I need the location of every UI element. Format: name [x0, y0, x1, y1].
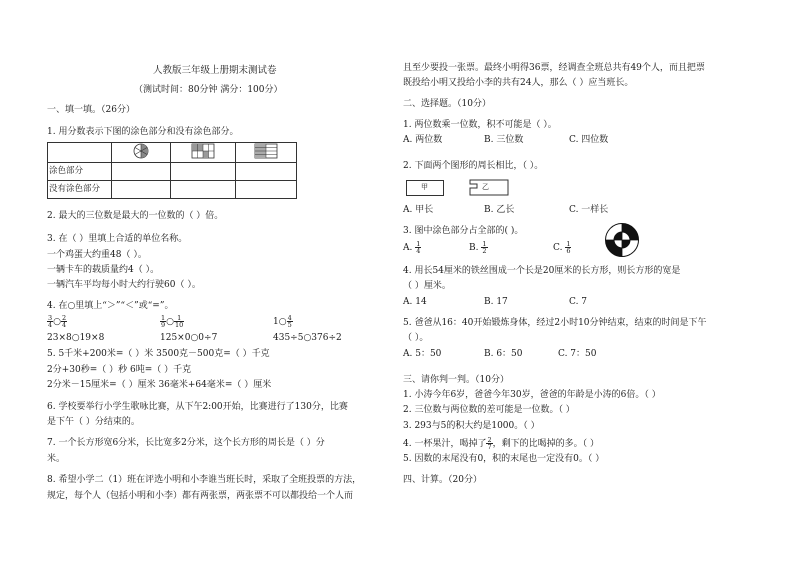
choice-4-option-b: B. 17	[484, 297, 508, 307]
choice-3-option-a: A. $\frac{1}{4}$	[403, 240, 421, 255]
question-4-line2b: 125×0○0÷7	[160, 333, 218, 343]
choice-2-option-c: C. 一样长	[569, 205, 609, 215]
question-2: 2. 最大的三位数是最大的一位数的（ ）倍。	[47, 211, 224, 221]
table-header-empty	[48, 143, 112, 163]
question-5b: 2分+30秒=（ ）秒 6吨=（ ）千克	[47, 365, 192, 375]
question-8-continued-1: 且至少要投一张票。最终小明得36票，经调查全班总共有49个人，而且把票	[403, 63, 705, 73]
question-4-line2a: 23×8○19×8	[47, 333, 105, 343]
choice-question-3: 3. 图中涂色部分占全部的( )。	[403, 226, 524, 236]
judge-question-4: 4. 一杯果汁，喝掉了 $\frac{2}{7}$ ，剩下的比喝掉的多。（ ）	[403, 436, 599, 451]
choice-4-option-c: C. 7	[569, 297, 588, 307]
judge-question-2: 2. 三位数与两位数的差可能是一位数。（ ）	[403, 405, 575, 415]
question-8-continued-2: 既投给小明又投给小李的共有24人，那么（ ）应当班长。	[403, 78, 634, 88]
choice-5-option-a: A. 5：50	[403, 349, 442, 359]
choice-2-option-a: A. 甲长	[403, 205, 434, 215]
table-figure-cell	[171, 143, 236, 163]
shape-yi-outline	[469, 179, 509, 196]
choice-5-option-b: B. 6：50	[484, 349, 523, 359]
choice-question-5b: （ ）。	[403, 333, 429, 343]
table-row-label: 没有涂色部分	[48, 180, 112, 198]
choice-5-option-c: C. 7：50	[558, 349, 597, 359]
question-5c: 2分米－15厘米=（ ）厘米 36毫米+64毫米=（ ）厘米	[47, 380, 272, 390]
question-8b: 规定，每个人（包括小明和小李）都有两张票，两张票不可以都投给一个人而	[47, 491, 354, 501]
section-1-heading: 一、填一填。（26分）	[47, 105, 135, 115]
choice-question-2: 2. 下面两个图形的周长相比，（ ）。	[403, 161, 544, 171]
question-8a: 8. 希望小学二（1）班在评选小明和小李谁当班长时，采取了全班投票的方法，	[47, 475, 362, 485]
choice-3-option-b: B. $\frac{1}{2}$	[469, 240, 487, 255]
choice-question-1: 1. 两位数乘一位数，积不可能是（ ）。	[403, 120, 557, 130]
section-4-heading: 四、计算。（20分）	[403, 475, 482, 485]
target-circle-figure-icon	[604, 222, 640, 258]
choice-question-4a: 4. 用长54厘米的铁丝围成一个长是20厘米的长方形，则长方形的宽是	[403, 266, 681, 276]
question-3c: 一辆汽车平均每小时大约行驶60（ ）。	[47, 280, 201, 290]
grid-figure-icon	[191, 143, 215, 159]
choice-1-option-a: A. 两位数	[403, 135, 443, 145]
choice-question-4b: （ ）厘米。	[403, 281, 451, 291]
question-5a: 5. 5千米+200米=（ ）米 3500克－500克=（ ）千克	[47, 349, 270, 359]
circle-figure-icon	[130, 143, 152, 159]
question-4-line2c: 435÷5○376÷2	[273, 333, 342, 343]
question-1: 1. 用分数表示下图的涂色部分和没有涂色部分。	[47, 127, 239, 137]
page-subtitle: （测试时间：80分钟 满分：100分）	[134, 85, 283, 95]
shape-jia: 甲	[406, 180, 444, 196]
table-row-label: 涂色部分	[48, 162, 112, 180]
question-4: 4. 在○里填上“＞”“＜”或“=”。	[47, 301, 174, 311]
choice-3-option-c: C. $\frac{1}{6}$	[553, 240, 571, 255]
shape-yi-label: 乙	[482, 183, 489, 191]
question-7a: 7. 一个长方形宽6分米，长比宽多2分米，这个长方形的周长是（ ）分	[47, 438, 325, 448]
table-figure-cell	[236, 143, 297, 163]
question-4-line1b: $\frac{1}{9}$ ○ $\frac{1}{10}$	[161, 314, 184, 329]
question-3: 3. 在（ ）里填上合适的单位名称。	[47, 234, 188, 244]
question-6b: 是下午（ ）分结束的。	[47, 417, 140, 427]
page-title: 人教版三年级上册期末测试卷	[153, 65, 277, 76]
fraction-table	[47, 142, 297, 199]
table-figure-cell	[112, 143, 171, 163]
section-3-heading: 三、请你判一判。（10分）	[403, 375, 509, 385]
section-2-heading: 二、选择题。（10分）	[403, 99, 491, 109]
judge-question-5: 5. 因数的末尾没有0，积的末尾也一定没有0。（ ）	[403, 454, 605, 464]
choice-2-option-b: B. 乙长	[484, 205, 515, 215]
question-6a: 6. 学校要举行小学生歌咏比赛，从下午2:00开始，比赛进行了130分，比赛	[47, 402, 348, 412]
choice-1-option-c: C. 四位数	[569, 135, 609, 145]
question-7b: 米。	[47, 454, 66, 464]
choice-4-option-a: A. 14	[403, 297, 427, 307]
question-3b: 一辆卡车的载质量约4（ ）。	[47, 265, 160, 275]
striped-rect-figure-icon	[254, 143, 278, 159]
judge-question-3: 3. 293与5的积大约是1000。（ ）	[403, 421, 540, 431]
question-4-line1a: $\frac{3}{4}$ ○ $\frac{2}{4}$	[48, 314, 67, 329]
question-4-line1c: 1○ $\frac{4}{5}$	[273, 314, 292, 329]
choice-1-option-b: B. 三位数	[484, 135, 524, 145]
question-3a: 一个鸡蛋大约重48（ ）。	[47, 250, 147, 260]
judge-question-1: 1. 小涛今年6岁，爸爸今年30岁，爸爸的年龄是小涛的6倍。（ ）	[403, 390, 661, 400]
choice-question-5a: 5. 爸爸从16：40开始锻炼身体，经过2小时10分钟结束，结束的时间是下午	[403, 318, 707, 328]
